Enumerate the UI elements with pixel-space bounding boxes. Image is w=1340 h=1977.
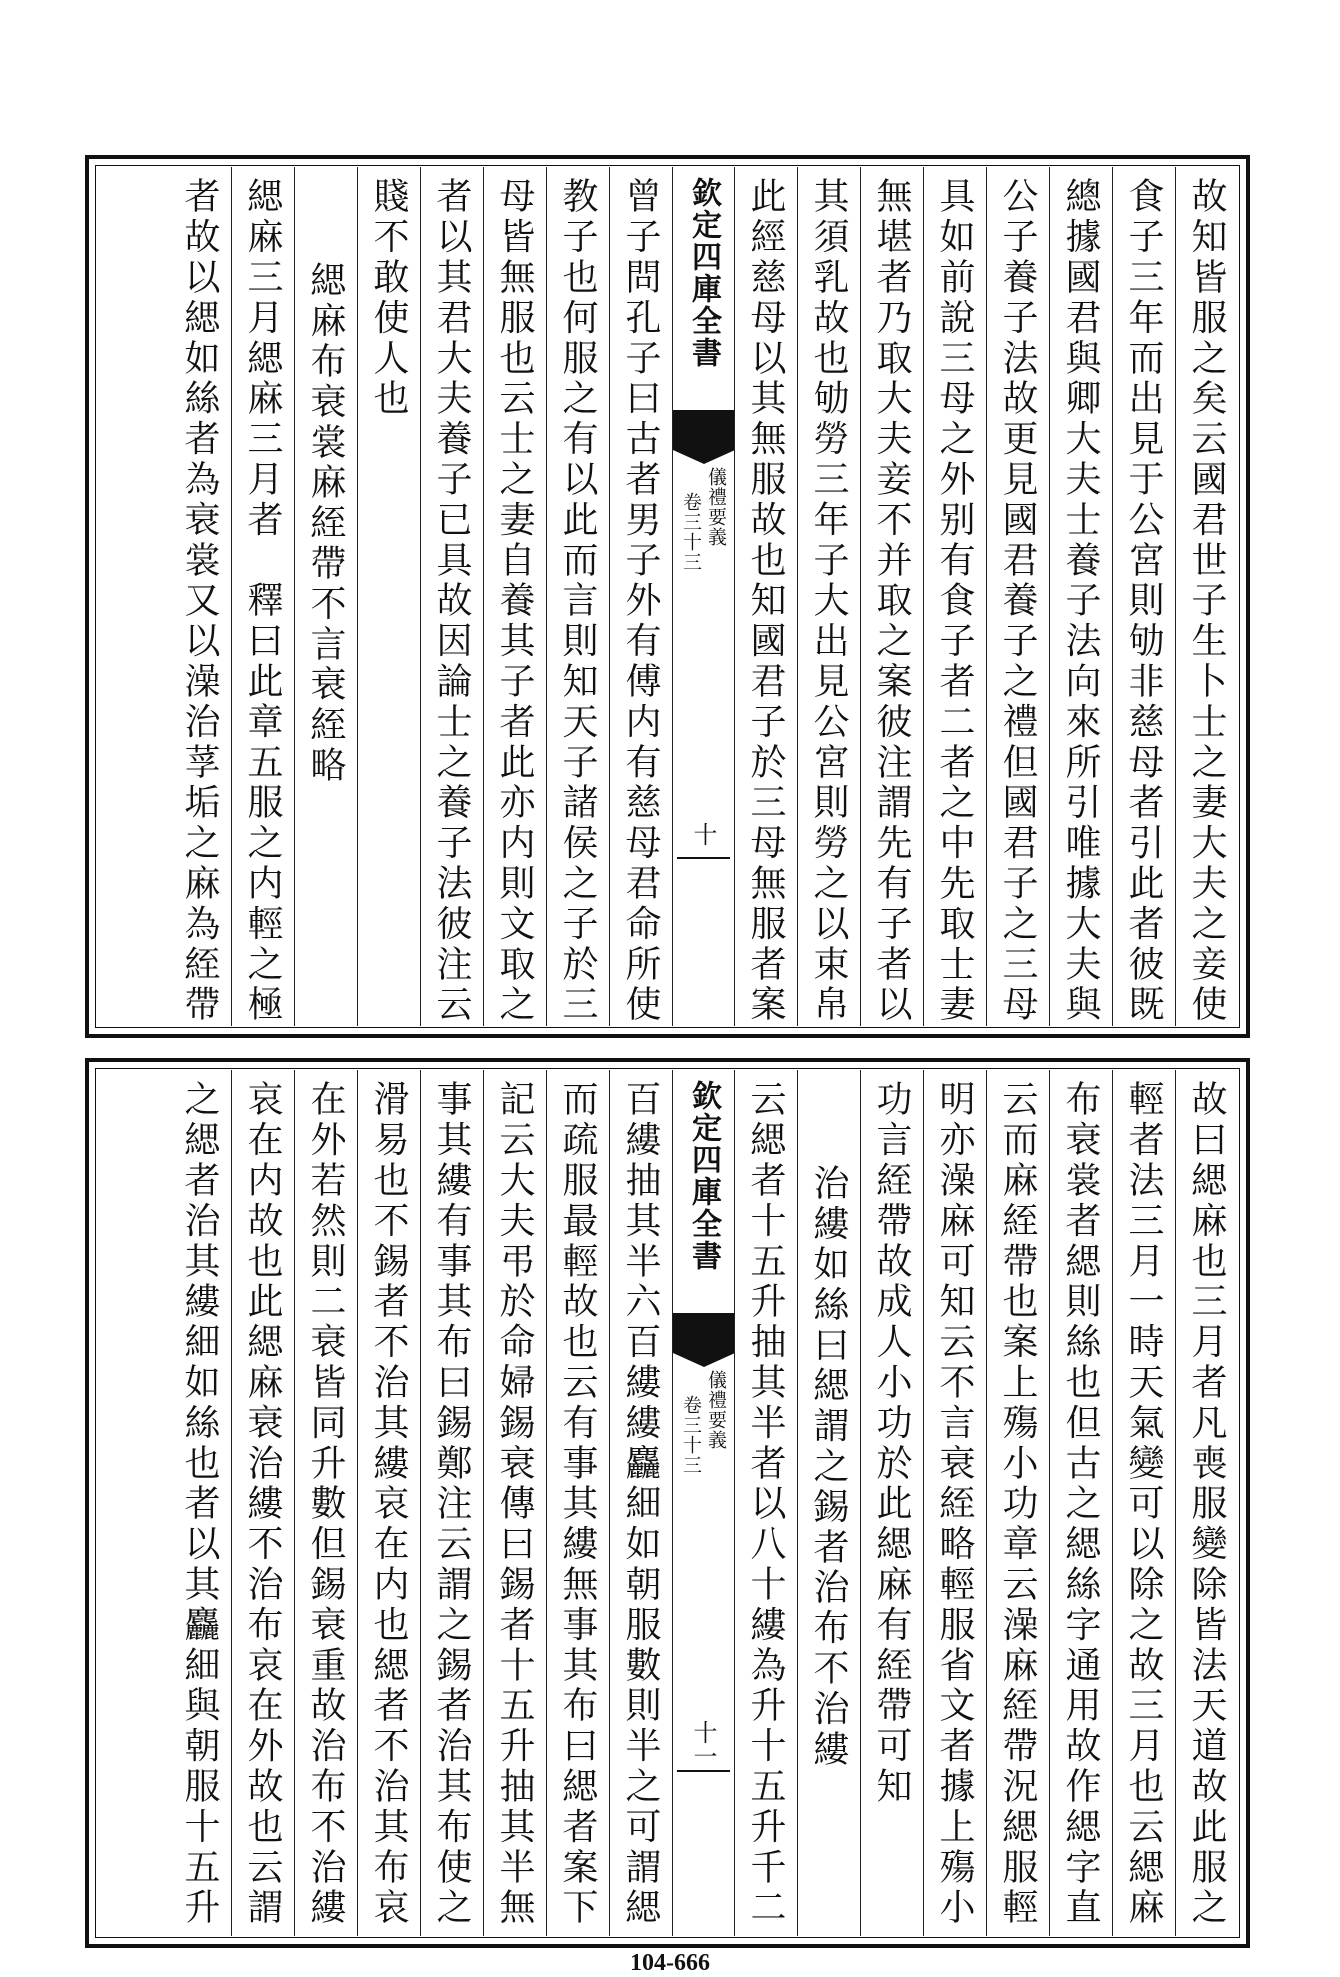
text-column: 布衰裳者緦則絲也但古之緦絲字通用故作緦字直 [1049,1070,1112,1936]
text-column: 功言絰帶故成人小功於此緦麻有絰帶可知 [860,1070,923,1936]
text-column: 其須乳故也劬勞三年子大出見公宮則勞之以束帛 [797,167,860,1026]
text-columns-top [97,167,1238,1026]
text-column: 者故以緦如絲者為衰裳又以澡治莩垢之麻為絰帶 [179,177,220,1026]
text-column: 治縷如絲曰緦謂之錫者治布不治縷 [797,1070,860,1936]
text-column: 之緦者治其縷細如絲也者以其麤細與朝服十五升 [179,1080,220,1929]
text-column: 緦麻三月緦麻三月者 釋曰此章五服之内輕之極 [231,167,294,1026]
center-strip [672,1070,734,1936]
sub-title: 儀禮要義 [705,467,727,547]
text-column: 總據國君與卿大夫士養子法向來所引唯據大夫與 [1049,167,1112,1026]
folio-rule [677,1770,730,1772]
fish-tail-mark [673,1313,734,1353]
text-column: 無堪者乃取大夫妾不并取之案彼注謂先有子者以 [860,167,923,1026]
juan-number: 卷三十三 [680,1395,702,1475]
page-panel-bottom [85,1058,1250,1948]
text-column: 故曰緦麻也三月者凡喪服變除皆法天道故此服之 [1175,1070,1238,1936]
text-column: 輕者法三月一時天氣變可以除之故三月也云緦麻 [1112,1070,1175,1936]
text-column: 此經慈母以其無服故也知國君子於三母無服者案 [734,167,797,1026]
folio-number: 十一 [689,1720,717,1768]
folio-rule [677,857,730,859]
text-column: 教子也何服之有以此而言則知天子諸侯之子於三 [546,167,609,1026]
fish-tail-mark [673,410,734,450]
text-column: 在外若然則二衰皆同升數但錫衰重故治布不治縷 [294,1070,357,1936]
text-columns-bottom [97,1070,1238,1936]
book-title: 欽定四庫全書 [686,1080,721,1272]
folio-number: 十 [689,822,717,846]
text-column: 滑易也不錫者不治其縷哀在内也緦者不治其布哀 [357,1070,420,1936]
juan-number: 卷三十三 [680,492,702,572]
center-strip [672,167,734,1026]
text-column: 曾子問孔子曰古者男子外有傅内有慈母君命所使 [609,167,672,1026]
text-column: 云緦者十五升抽其半者以八十縷為升十五升千二 [734,1070,797,1936]
text-column: 賤不敢使人也 [357,167,420,1026]
text-column: 緦麻布衰裳麻絰帶不言衰絰略 [294,167,357,1026]
text-column: 者以其君大夫養子已具故因論士之養子法彼注云 [420,167,483,1026]
text-column: 而疏服最輕故也云有事其縷無事其布曰緦者案下 [546,1070,609,1936]
text-column: 百縷抽其半六百縷縷麤細如朝服數則半之可謂緦 [609,1070,672,1936]
text-column: 記云大夫弔於命婦錫衰傳曰錫者十五升抽其半無 [483,1070,546,1936]
text-column: 哀在内故也此緦麻衰治縷不治布哀在外故也云謂 [231,1070,294,1936]
text-column: 故知皆服之矣云國君世子生卜士之妻大夫之妾使 [1175,167,1238,1026]
text-column: 公子養子法故更見國君養子之禮但國君子之三母 [986,167,1049,1026]
text-column: 云而麻絰帶也案上殤小功章云澡麻絰帶況緦服輕 [986,1070,1049,1936]
text-column: 明亦澡麻可知云不言衰絰略輕服省文者據上殤小 [923,1070,986,1936]
page-panel-top [85,155,1250,1038]
page-number: 104-666 [630,1950,710,1976]
sub-title: 儀禮要義 [705,1370,727,1450]
text-column: 母皆無服也云士之妻自養其子者此亦内則文取之 [483,167,546,1026]
text-column: 具如前說三母之外别有食子者二者之中先取士妻 [923,167,986,1026]
book-title: 欽定四庫全書 [686,177,721,369]
text-column: 事其縷有事其布曰錫鄭注云謂之錫者治其布使之 [420,1070,483,1936]
text-column: 食子三年而出見于公宮則劬非慈母者引此者彼既 [1112,167,1175,1026]
